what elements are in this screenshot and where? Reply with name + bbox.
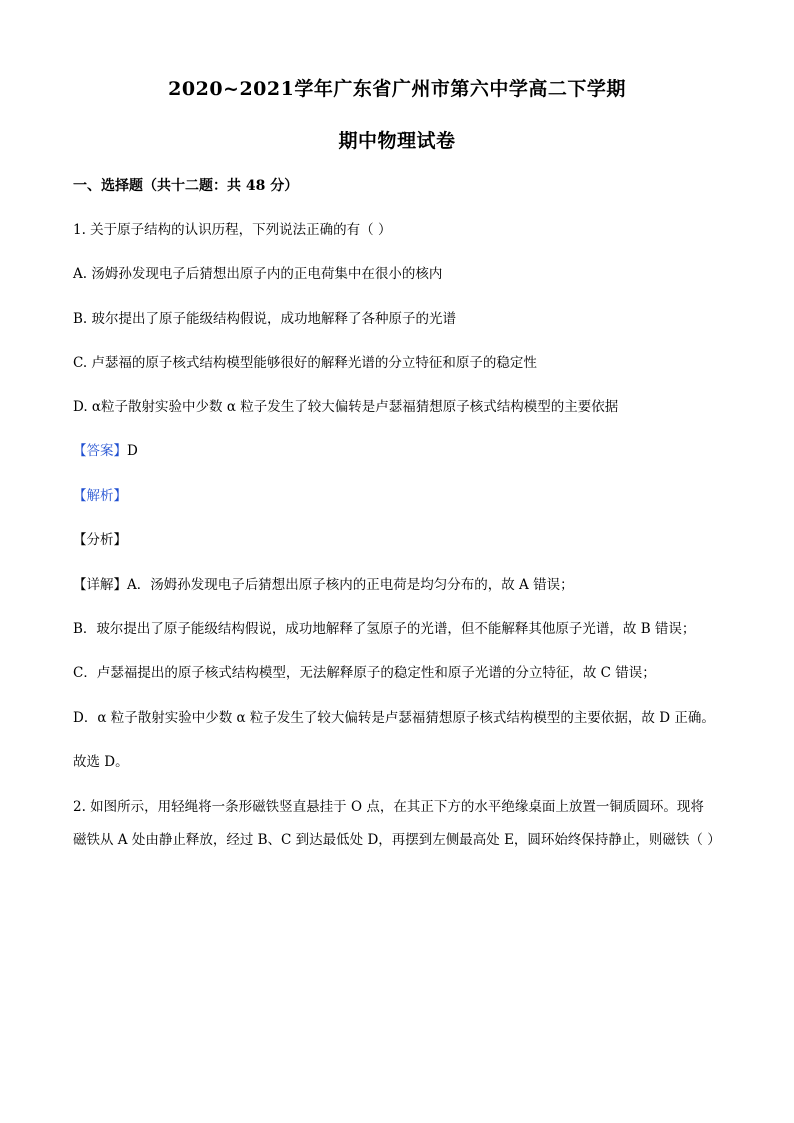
question-1-option-a: A. 汤姆孙发现电子后猜想出原子内的正电荷集中在很小的核内 xyxy=(73,266,443,282)
detail-line-b: B．玻尔提出了原子能级结构假说，成功地解释了氢原子的光谱，但不能解释其他原子光谱，故 B 错误； xyxy=(73,621,696,637)
detail-a-text: A．汤姆孙发现电子后猜想出原子核内的正电荷是均匀分布的，故 A 错误； xyxy=(127,577,574,593)
answer-value: D xyxy=(127,443,138,459)
analysis-tag: 【解析】 xyxy=(73,488,127,504)
question-2-stem-line-1: 2. 如图所示，用轻绳将一条形磁铁竖直悬挂于 O 点，在其正下方的水平绝缘桌面上放置一铜质圆环。现将 xyxy=(73,799,704,815)
document-title-line-2: 期中物理试卷 xyxy=(338,130,456,152)
detail-line-d: D．α 粒子散射实验中少数 α 粒子发生了较大偏转是卢瑟福猜想原子核式结构模型的主要依据，故 D 正确。 xyxy=(73,710,715,726)
section-heading: 一、选择题（共十二题：共 48 分） xyxy=(73,178,299,194)
conclusion-line: 故选 D。 xyxy=(73,754,129,770)
question-1-stem: 1. 关于原子结构的认识历程，下列说法正确的有（ ） xyxy=(73,222,392,238)
question-2-stem-line-2: 磁铁从 A 处由静止释放，经过 B、C 到达最低处 D，再摆到左侧最高处 E，圆环始终保持静止，则磁铁（ ） xyxy=(73,832,721,848)
detail-line-c: C．卢瑟福提出的原子核式结构模型，无法解释原子的稳定性和原子光谱的分立特征，故 C 错误； xyxy=(73,665,656,681)
question-1-option-b: B. 玻尔提出了原子能级结构假说，成功地解释了各种原子的光谱 xyxy=(73,311,457,327)
answer-line xyxy=(73,442,138,460)
answer-tag: 【答案】 xyxy=(73,443,127,459)
question-1-option-c: C. 卢瑟福的原子核式结构模型能够很好的解释光谱的分立特征和原子的稳定性 xyxy=(73,355,537,371)
document-title-line-1: 2020~2021学年广东省广州市第六中学高二下学期 xyxy=(168,78,626,100)
question-1-option-d: D. α粒子散射实验中少数 α 粒子发生了较大偏转是卢瑟福猜想原子核式结构模型的主要依据 xyxy=(73,399,619,415)
detail-tag: 【详解】 xyxy=(73,577,127,593)
detail-line-a xyxy=(73,576,574,594)
fenxi-tag: 【分析】 xyxy=(73,532,127,548)
